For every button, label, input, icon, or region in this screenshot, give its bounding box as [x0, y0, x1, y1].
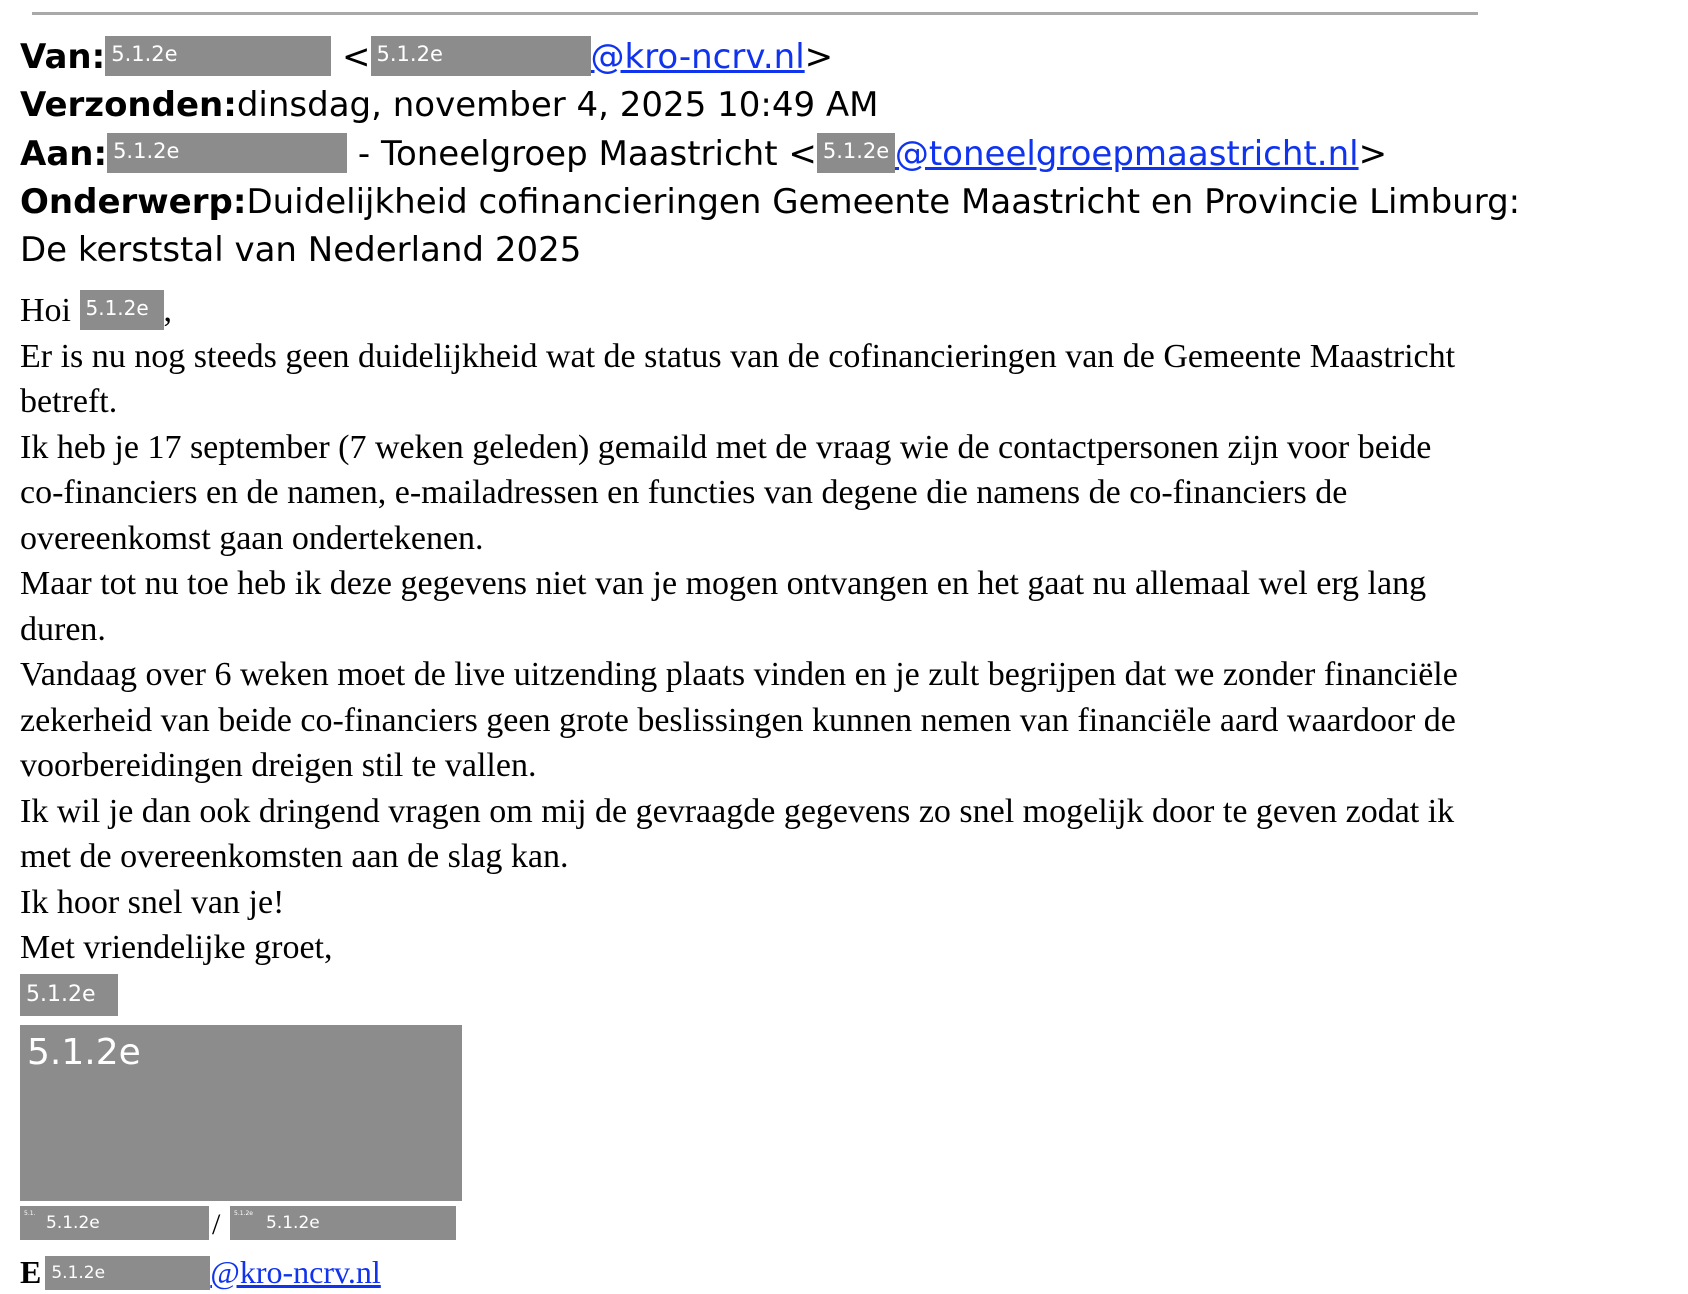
header-subject-cont: [20, 225, 1500, 275]
subject-line-2: De kerststal van Nederland 2025: [20, 230, 582, 270]
body-paragraph: Ik heb je 17 september (7 weken geleden) gemaild met de vraag wie de contactpersonen zijn voor beide co-financiers en de namen, e-mailadressen en functies van degene die namens de co-financiers de overeenkomst gaan ondertekenen.: [20, 428, 1432, 557]
body-paragraph: Met vriendelijke groet,: [20, 929, 333, 966]
header-sent: [20, 80, 1500, 130]
body-paragraph: Vandaag over 6 weken moet de live uitzending plaats vinden en je zult begrijpen dat we zonder financiële zekerheid van beide co-financiers geen grote beslissingen kunnen nemen van financiële aard waardoor de voorbereidingen dreigen stil te vallen.: [20, 656, 1458, 784]
subject-label: Onderwerp:: [20, 182, 247, 222]
greeting: [20, 288, 1500, 334]
signature-logo-redaction: 5.1.2e: [20, 1025, 462, 1201]
from-label: Van:: [20, 37, 106, 77]
to-name-redaction: 5.1.2e: [107, 133, 347, 173]
signature-role-tiny-2: 5.1.2e: [234, 1210, 253, 1217]
signature-name-redaction: 5.1.2e: [20, 974, 118, 1016]
sent-label: Verzonden:: [20, 85, 237, 125]
header-subject: [20, 177, 1521, 227]
from-name-redaction: 5.1.2e: [105, 36, 331, 76]
signature-role-row: [20, 1206, 720, 1240]
signature-email-row: [20, 1252, 620, 1292]
to-label: Aan:: [20, 134, 108, 174]
signature-email-label: E: [20, 1254, 42, 1290]
from-gt: >: [804, 37, 834, 77]
body-paragraph: Er is nu nog steeds geen duidelijkheid wat de status van de cofinancieringen van de Gemeente Maastricht betreft.: [20, 337, 1456, 420]
body-paragraph: Ik wil je dan ook dringend vragen om mij de gevraagde gegevens zo snel mogelijk door te geven zodat ik met de overeenkomsten aan de slag kan.: [20, 792, 1455, 875]
signature-role-text-1: 5.1.2e: [46, 1213, 100, 1233]
signature-role-redaction-2: [230, 1206, 456, 1240]
signature-role-redaction-1: [20, 1206, 209, 1240]
signature-role-text-2: 5.1.2e: [266, 1213, 320, 1233]
message-body: [20, 288, 1500, 971]
from-email-redaction: 5.1.2e: [371, 36, 591, 76]
to-email-link[interactable]: @toneelgroepmaastricht.nl: [894, 134, 1359, 174]
greeting-prefix: Hoi: [20, 292, 80, 329]
top-divider: [32, 12, 1478, 15]
from-lt: <: [342, 37, 371, 77]
to-email-redaction: 5.1.2e: [817, 133, 895, 173]
sent-value: dinsdag, november 4, 2025 10:49 AM: [236, 85, 879, 125]
subject-line-1: Duidelijkheid cofinancieringen Gemeente Maastricht en Provincie Limburg:: [246, 182, 1521, 222]
body-paragraph: Ik hoor snel van je!: [20, 883, 285, 921]
to-org: - Toneelgroep Maastricht <: [347, 134, 817, 174]
greeting-suffix: ,: [163, 292, 172, 329]
signature-email-link[interactable]: @kro-ncrv.nl: [210, 1254, 381, 1290]
body-paragraph: Maar tot nu toe heb ik deze gegevens niet van je mogen ontvangen en het gaat nu allemaal wel erg lang duren.: [20, 565, 1427, 648]
signature-separator: /: [212, 1208, 221, 1241]
signature-role-tiny-1: 5.1.: [24, 1210, 36, 1217]
greeting-redaction: 5.1.2e: [80, 290, 164, 330]
to-gt: >: [1358, 134, 1388, 174]
header-from: [20, 32, 1500, 82]
from-email-link[interactable]: @kro-ncrv.nl: [590, 37, 805, 77]
signature-email-redaction: 5.1.2e: [45, 1256, 210, 1290]
header-to: [20, 129, 1500, 179]
